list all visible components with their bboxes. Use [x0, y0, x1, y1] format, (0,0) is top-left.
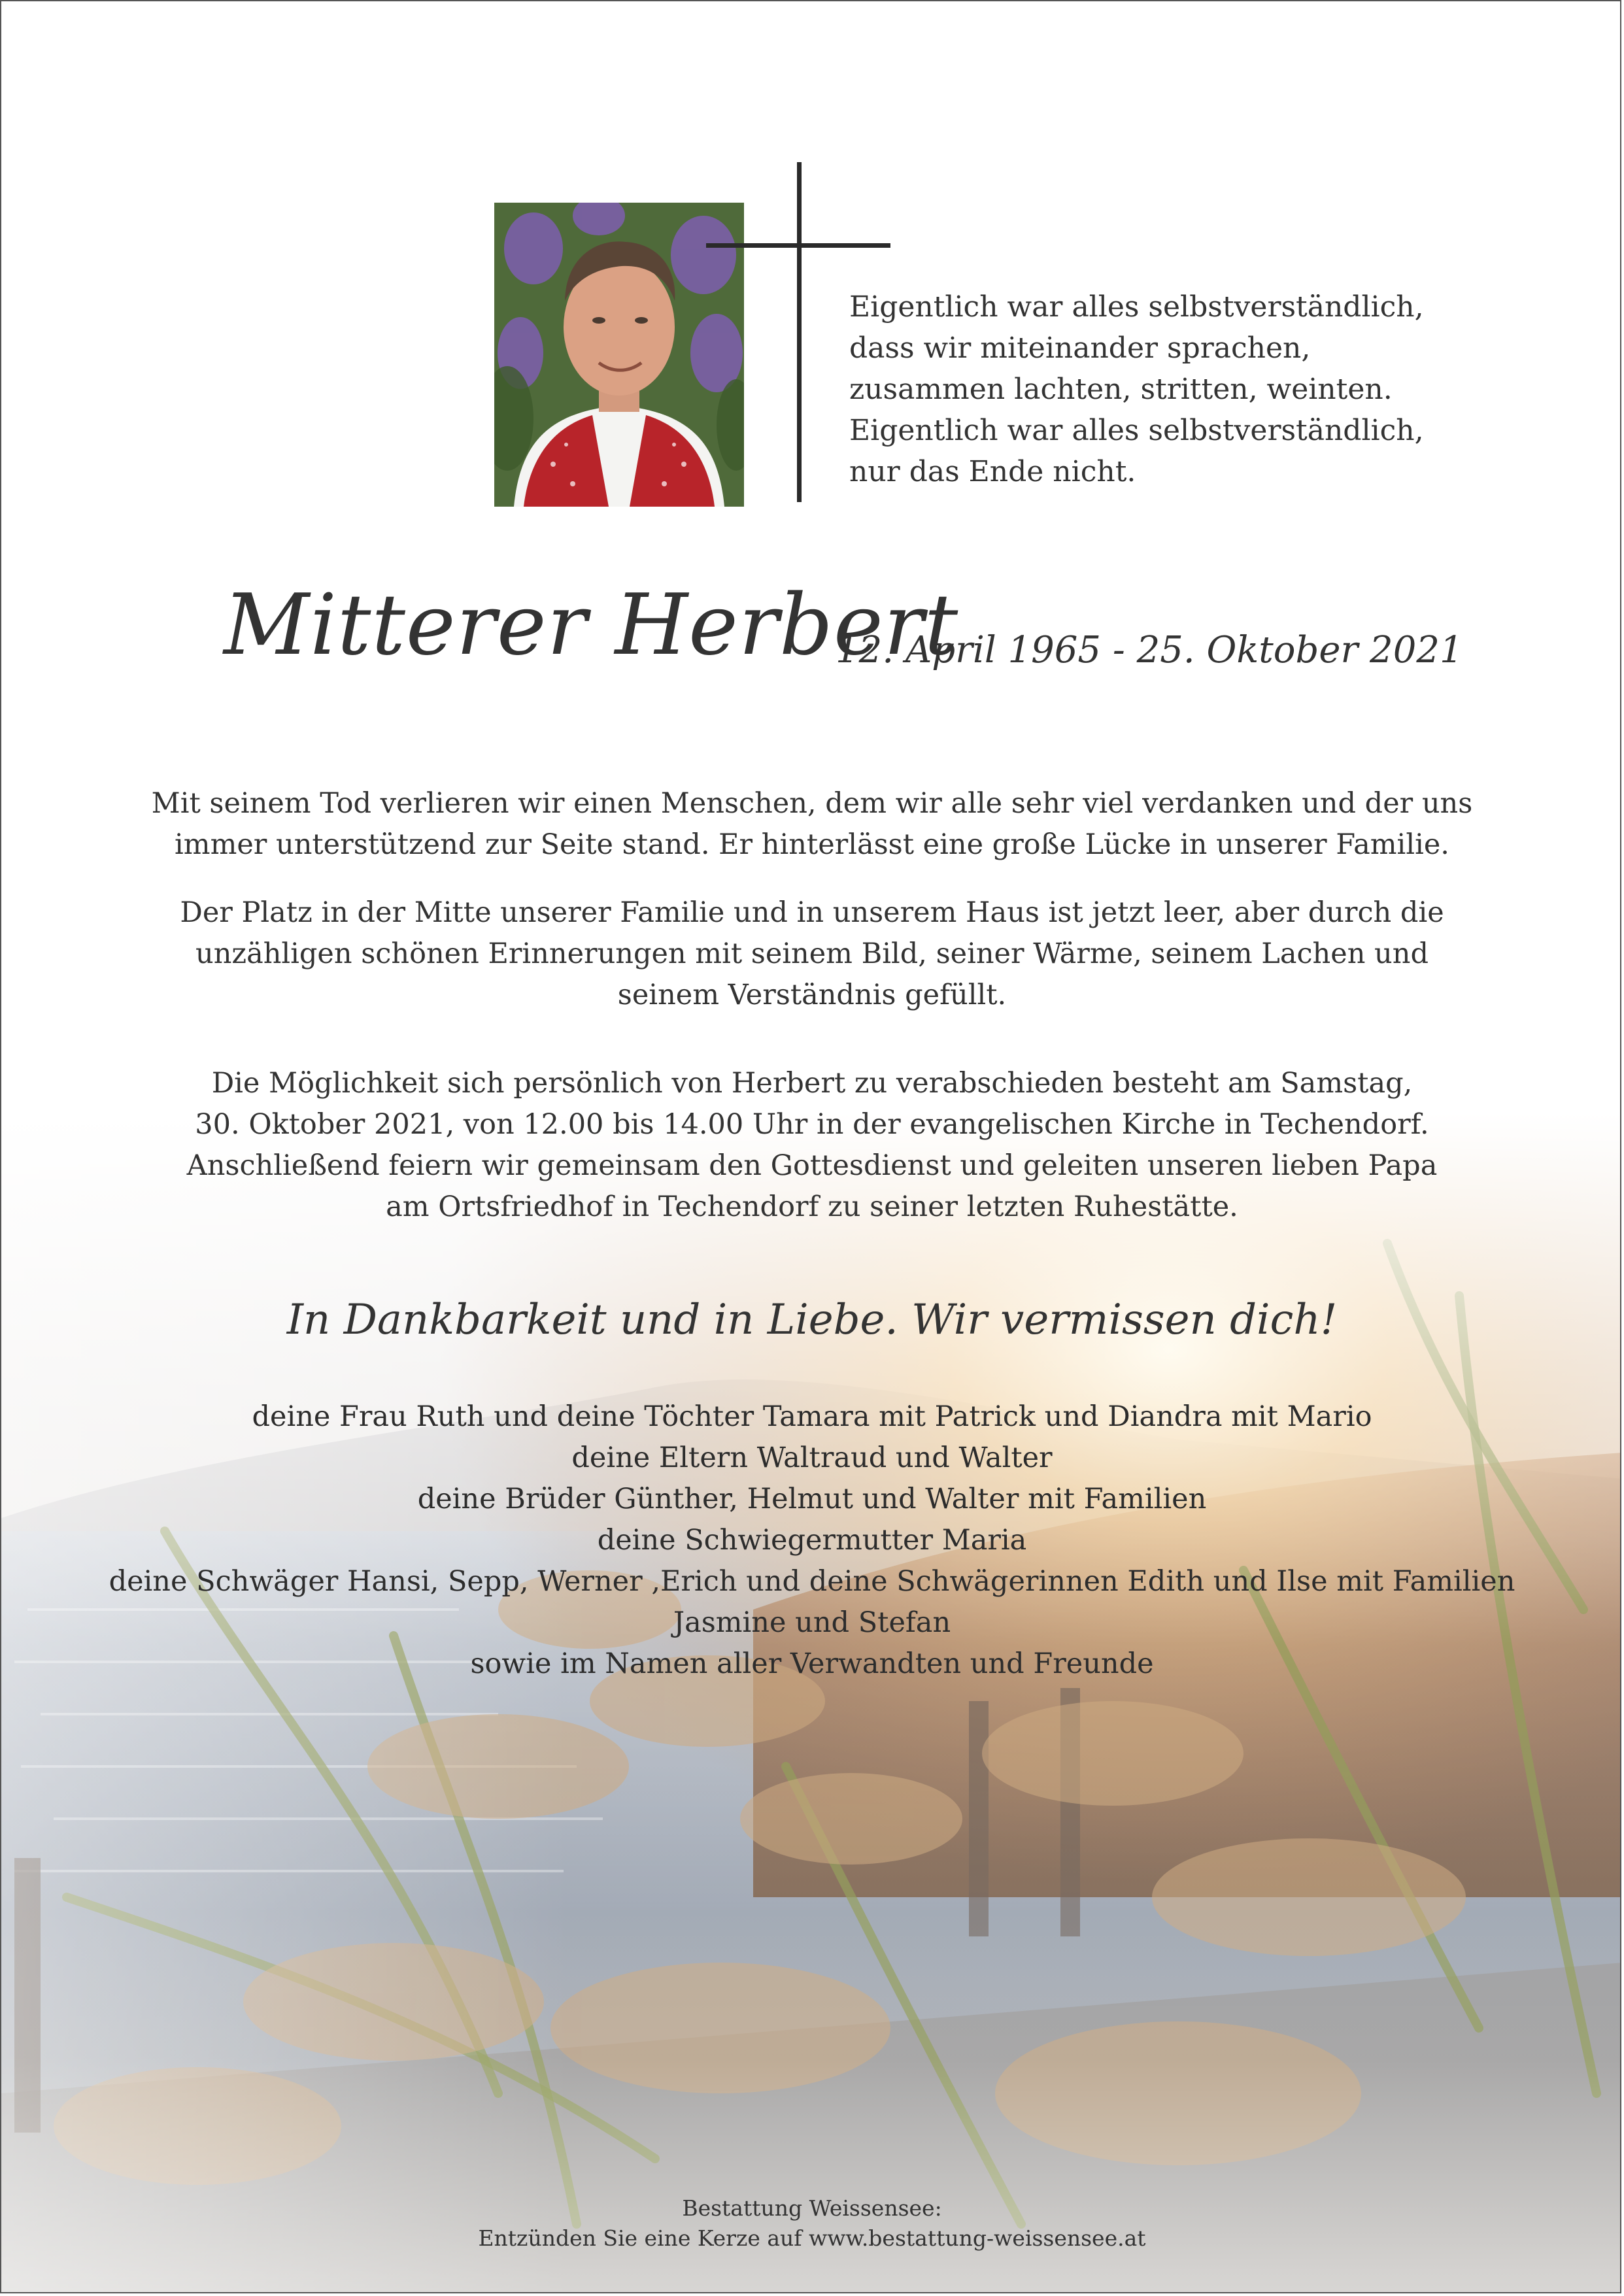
poem-line: Eigentlich war alles selbstverständlich,: [849, 414, 1424, 447]
poem-line: zusammen lachten, stritten, weinten.: [849, 373, 1393, 406]
lake-reed-background: [1, 1113, 1621, 2293]
poem-line: dass wir miteinander sprachen,: [849, 331, 1311, 365]
portrait-photo: [494, 203, 744, 507]
paragraph-tribute: [1, 783, 1621, 866]
paragraph-memories: [1, 892, 1621, 1016]
text-line: Die Möglichkeit sich persönlich von Herbert zu verabschieden besteht am Samstag,: [211, 1067, 1413, 1100]
poem: [849, 286, 1438, 492]
footer: [1, 2193, 1621, 2254]
motto: In Dankbarkeit und in Liebe. Wir vermissen dich!: [286, 1296, 1338, 1344]
mourner-line: deine Frau Ruth und deine Töchter Tamara mit Patrick und Diandra mit Mario: [252, 1400, 1372, 1433]
poem-line: Eigentlich war alles selbstverständlich,: [849, 290, 1424, 324]
text-line: Der Platz in der Mitte unserer Familie und in unserem Haus ist jetzt leer, aber durch die: [180, 896, 1444, 929]
text-line: 30. Oktober 2021, von 12.00 bis 14.00 Uhr in der evangelischen Kirche in Techendorf.: [195, 1108, 1429, 1141]
mourners-list: [1, 1396, 1621, 1685]
text-line: seinem Verständnis gefüllt.: [617, 979, 1007, 1011]
footer-candle-link[interactable]: Entzünden Sie eine Kerze auf www.bestattung-weissensee.at: [478, 2225, 1146, 2251]
poem-line: nur das Ende nicht.: [849, 455, 1136, 488]
text-line: am Ortsfriedhof in Techendorf zu seiner letzten Ruhestätte.: [386, 1190, 1238, 1223]
cross-horizontal-bar: [706, 243, 890, 248]
text-line: immer unterstützend zur Seite stand. Er hinterlässt eine große Lücke in unserer Familie.: [175, 828, 1449, 861]
cross-vertical-bar: [797, 162, 802, 502]
paragraph-funeral-details: [1, 1063, 1621, 1228]
footer-company: Bestattung Weissensee:: [682, 2195, 942, 2221]
deceased-name: Mitterer Herbert: [224, 577, 959, 674]
mourner-line: sowie im Namen aller Verwandten und Freunde: [470, 1647, 1154, 1680]
mourner-line: deine Schwiegermutter Maria: [597, 1524, 1027, 1557]
mourner-line: deine Brüder Günther, Helmut und Walter mit Familien: [417, 1483, 1207, 1515]
mourner-line: deine Eltern Waltraud und Walter: [571, 1442, 1053, 1474]
text-line: unzähligen schönen Erinnerungen mit seinem Bild, seiner Wärme, seinem Lachen und: [195, 937, 1429, 970]
text-line: Anschließend feiern wir gemeinsam den Gottesdienst und geleiten unseren lieben Papa: [186, 1149, 1438, 1182]
life-dates: 12. April 1965 - 25. Oktober 2021: [836, 629, 1463, 671]
mourner-line: Jasmine und Stefan: [673, 1606, 951, 1639]
text-line: Mit seinem Tod verlieren wir einen Menschen, dem wir alle sehr viel verdanken und der uns: [151, 787, 1473, 820]
mourner-line: deine Schwäger Hansi, Sepp, Werner ,Erich und deine Schwägerinnen Edith und Ilse mit Familien: [109, 1565, 1515, 1598]
